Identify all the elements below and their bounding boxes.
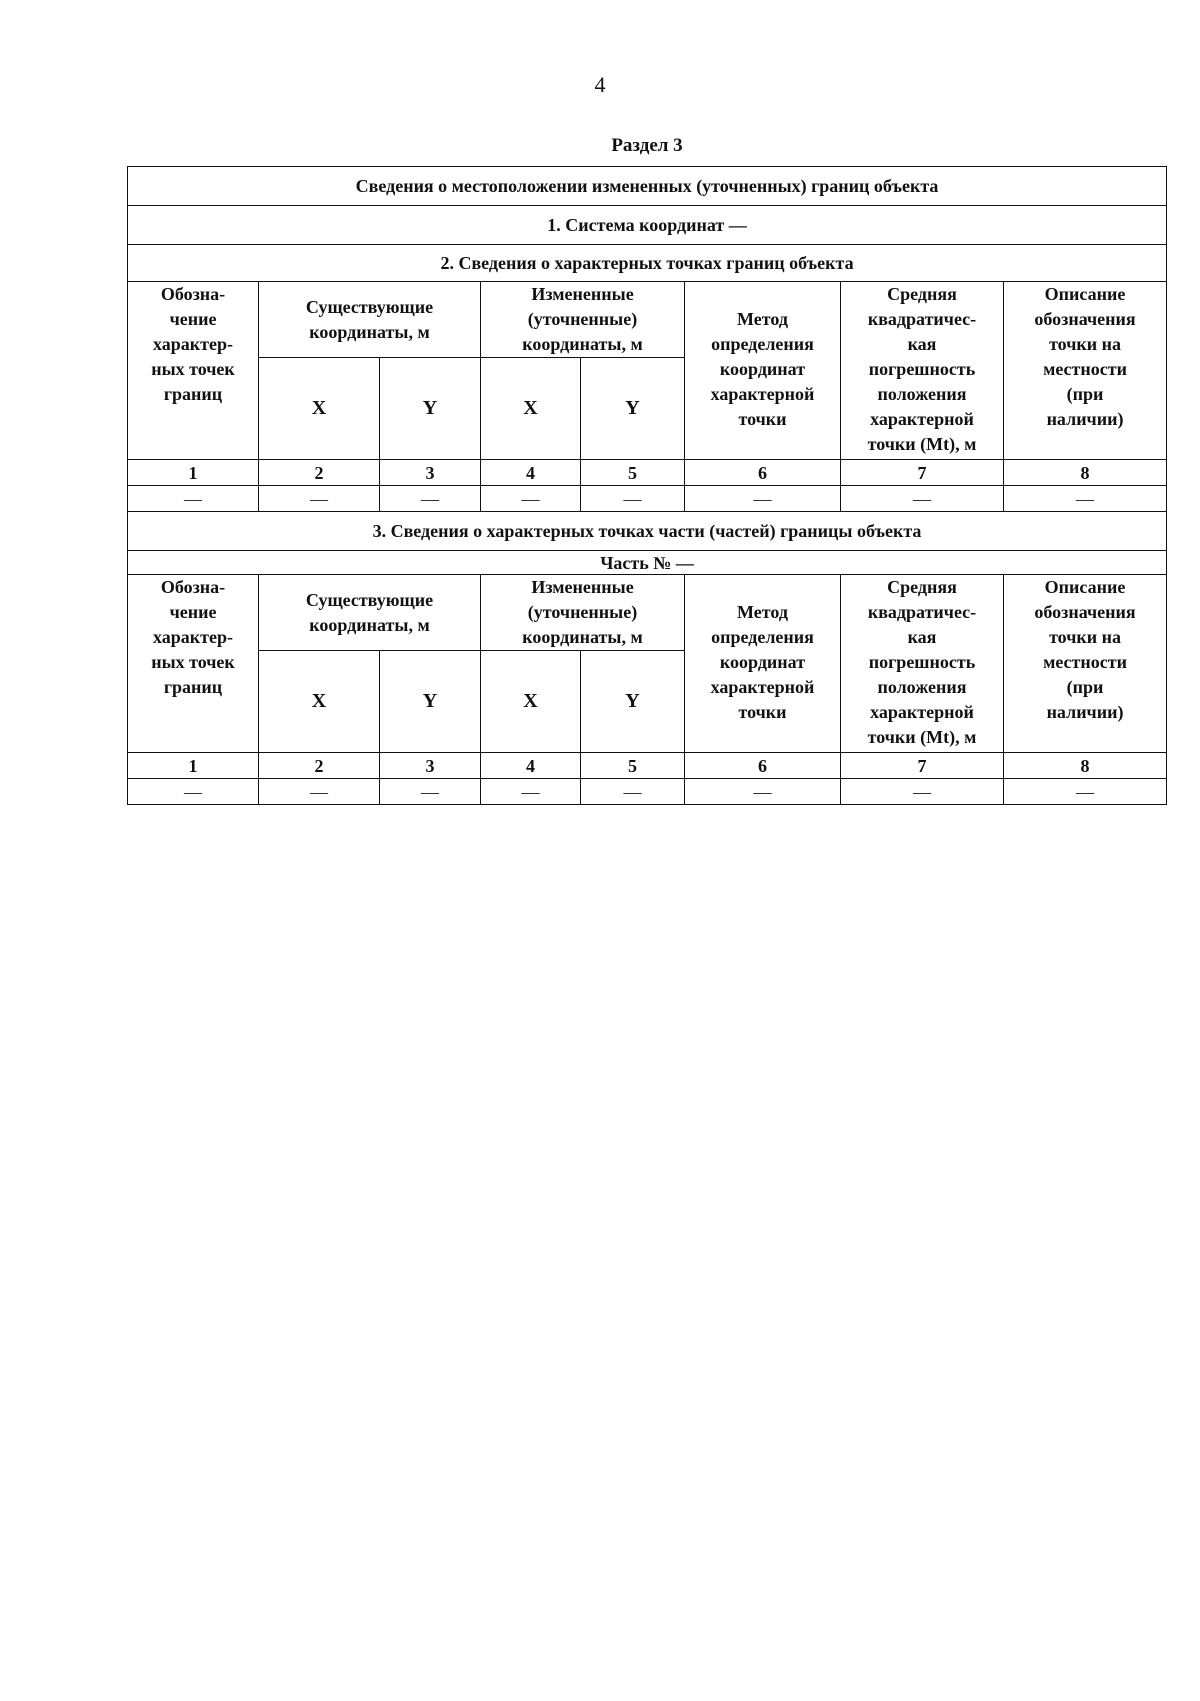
table-title: Сведения о местоположении измененных (уточненных) границ объекта [128,167,1167,206]
empty-cell: — [128,779,259,805]
header-changed-coords: Измененные (уточненные) координаты, м [481,282,685,358]
empty-cell: — [841,779,1004,805]
subsection2-title: 2. Сведения о характерных точках границ объекта [128,245,1167,282]
section-title: Раздел 3 [611,135,683,156]
header-description: Описание обозначения точки на местности (при наличии) [1004,575,1167,753]
header-designation: Обозна- чение характер- ных точек границ [128,575,259,753]
header-changed-y: Y [581,358,685,460]
column-number: 8 [1004,460,1167,486]
column-number: 2 [259,460,380,486]
empty-cell: — [1004,486,1167,512]
header-existing-x: X [259,358,380,460]
empty-cell: — [481,486,581,512]
header-existing-coords: Существующие координаты, м [259,575,481,651]
page-number: 4 [594,72,606,97]
header-existing-y: Y [380,651,481,753]
column-number: 4 [481,753,581,779]
empty-cell: — [1004,779,1167,805]
header-mse: Средняя квадратичес- кая погрешность положения характерной точки (Mt), м [841,282,1004,460]
header-existing-x: X [259,651,380,753]
empty-cell: — [685,779,841,805]
subsection3-title: 3. Сведения о характерных точках части (частей) границы объекта [128,512,1167,551]
part-label: Часть № — [128,551,1167,575]
header-method: Метод определения координат характерной точки [685,282,841,460]
header-description: Описание обозначения точки на местности (при наличии) [1004,282,1167,460]
column-number: 2 [259,753,380,779]
column-number: 1 [128,460,259,486]
empty-cell: — [380,779,481,805]
column-number: 3 [380,460,481,486]
column-number: 7 [841,460,1004,486]
coordinate-system: 1. Система координат — [128,206,1167,245]
column-number: 4 [481,460,581,486]
empty-cell: — [380,486,481,512]
column-number: 5 [581,460,685,486]
header-changed-coords: Измененные (уточненные) координаты, м [481,575,685,651]
empty-cell: — [259,486,380,512]
boundary-table [127,166,1167,805]
header-mse: Средняя квадратичес- кая погрешность положения характерной точки (Mt), м [841,575,1004,753]
empty-cell: — [128,486,259,512]
header-existing-coords: Существующие координаты, м [259,282,481,358]
column-number: 6 [685,460,841,486]
empty-cell: — [685,486,841,512]
column-number: 3 [380,753,481,779]
column-number: 7 [841,753,1004,779]
header-designation: Обозна- чение характер- ных точек границ [128,282,259,460]
column-number: 5 [581,753,685,779]
column-number: 1 [128,753,259,779]
header-changed-x: X [481,358,581,460]
empty-cell: — [481,779,581,805]
empty-cell: — [259,779,380,805]
empty-cell: — [841,486,1004,512]
header-changed-x: X [481,651,581,753]
empty-cell: — [581,779,685,805]
header-existing-y: Y [380,358,481,460]
column-number: 8 [1004,753,1167,779]
empty-cell: — [581,486,685,512]
header-method: Метод определения координат характерной точки [685,575,841,753]
header-changed-y: Y [581,651,685,753]
column-number: 6 [685,753,841,779]
